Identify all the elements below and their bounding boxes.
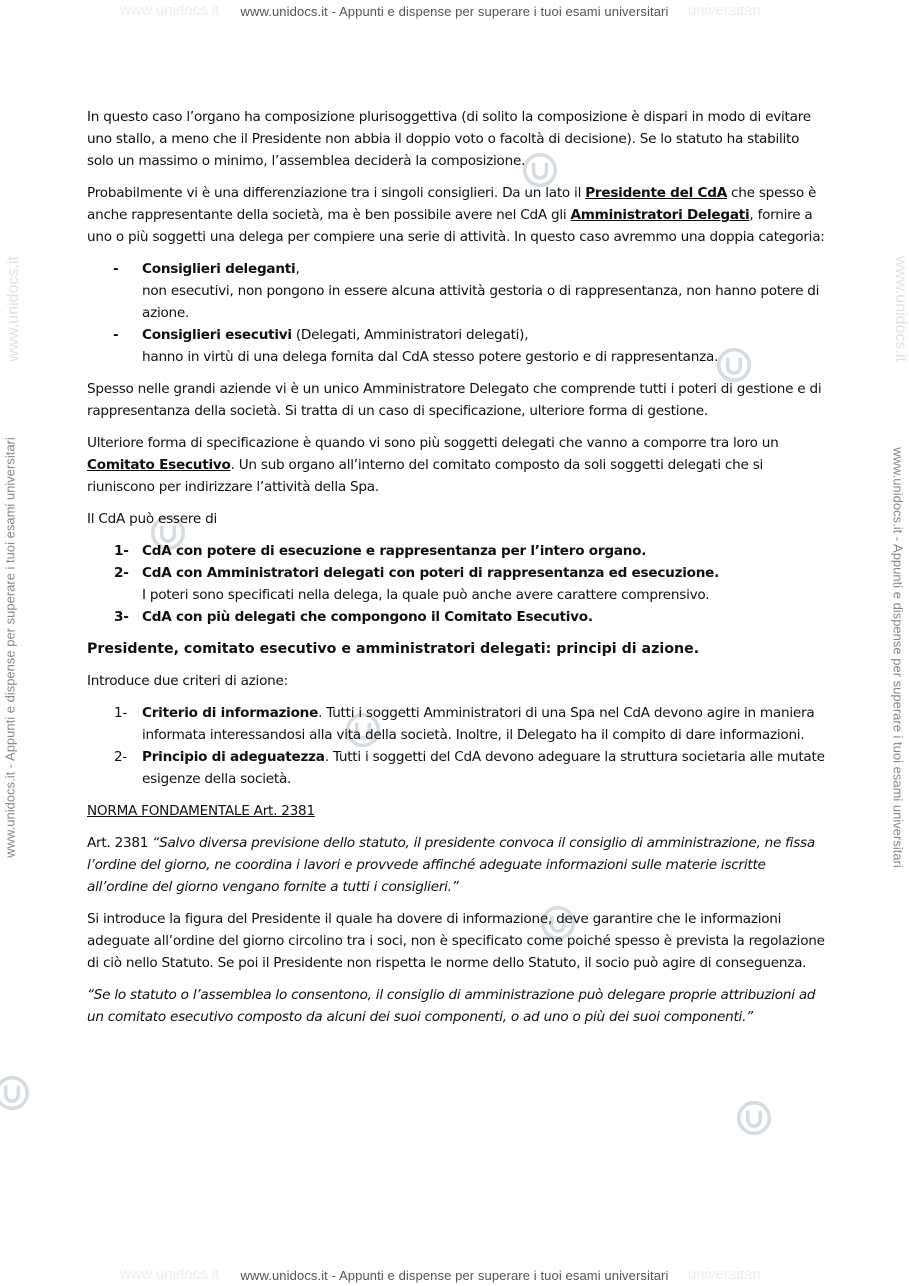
list-item	[87, 562, 825, 606]
cda-type-text: CdA con potere di esecuzione e rappresentanza per l’intero organo.	[142, 543, 647, 559]
paragraph: Spesso nelle grandi aziende vi è un unico Amministratore Delegato che comprende tutti i poteri di gestione e di rappresentanza della società. Si tratta di un caso di specificazione, ulteriore forma di gestione.	[87, 381, 822, 419]
paragraph	[87, 832, 825, 898]
category-title: Consiglieri esecutivi	[142, 327, 292, 343]
paragraph	[87, 432, 825, 498]
criterion-title: Criterio di informazione	[142, 705, 319, 721]
watermark-right: www.unidocs.it - Appunti e dispense per superare i tuoi esami universitari	[890, 447, 906, 868]
art-prefix: Art. 2381	[87, 835, 153, 851]
watermark-left-ghost: www.unidocs.it	[5, 256, 22, 362]
watermark-ghost-bottom: www.unidocs.it	[120, 1266, 220, 1283]
category-title: Consiglieri deleganti	[142, 261, 296, 277]
category-suffix: ,	[295, 261, 300, 277]
cda-type-text: CdA con Amministratori delegati con poteri di rappresentanza ed esecuzione.	[142, 565, 720, 581]
unidocs-logo-icon	[0, 1075, 30, 1111]
list-marker: 3-	[114, 609, 129, 625]
watermark-left: www.unidocs.it - Appunti e dispense per superare i tuoi esami universitari	[2, 437, 18, 858]
list-item	[87, 746, 825, 790]
watermark-ghost-top: www.unidocs.it	[120, 2, 220, 19]
list-marker: 2-	[114, 749, 128, 765]
category-suffix: (Delegati, Amministratori delegati),	[291, 327, 529, 343]
cda-type-text: CdA con più delegati che compongono il Comitato Esecutivo.	[142, 609, 593, 625]
category-list	[87, 258, 825, 368]
text-span: , fornire a uno o più soggetti una delega per compiere una serie di attività. In questo caso avremmo una doppia categoria:	[87, 207, 825, 245]
text-span: Ulteriore forma di specificazione è quando vi sono più soggetti delegati che vanno a comporre tra loro un	[87, 435, 779, 451]
unidocs-logo-icon	[736, 1100, 772, 1136]
list-marker: 1-	[114, 543, 129, 559]
text-span: . Un sub organo all’interno del comitato composto da soli soggetti delegati che si riuniscono per indirizzare l’attività della Spa.	[87, 457, 764, 495]
list-item	[87, 258, 825, 324]
list-item	[87, 606, 825, 628]
paragraph: Si introduce la figura del Presidente il quale ha dovere di informazione, deve garantire che le informazioni adeguate all’ordine del giorno circolino tra i soci, non è specificato come poiché spesso è prevista la regolazione di ciò nello Statuto. Se poi il Presidente non rispetta le norme dello Statuto, il socio può agire di conseguenza.	[87, 911, 825, 971]
watermark-ghost-top-right: universitari	[688, 2, 761, 19]
text-span: che spesso è anche rappresentante della società, ma è ben possibile avere nel CdA gli	[87, 185, 817, 223]
criterion-text: . Tutti i soggetti Amministratori di una Spa nel CdA devono agire in maniera informata interessandosi alla vita della società. Inoltre, il Delegato ha il compito di dare informazioni.	[142, 705, 815, 743]
criterion-title: Principio di adeguatezza	[142, 749, 325, 765]
watermark-top: www.unidocs.it - Appunti e dispense per superare i tuoi esami universitari	[240, 4, 669, 19]
norma-title	[87, 800, 825, 822]
category-desc: non esecutivi, non pongono in essere alcuna attività gestoria o di rappresentanza, non hanno potere di azione.	[142, 283, 820, 321]
cda-type-note: I poteri sono specificati nella delega, la quale può anche avere carattere comprensivo.	[142, 587, 710, 603]
category-desc: hanno in virtù di una delega fornita dal CdA stesso potere gestorio e di rappresentanza.	[142, 349, 719, 365]
list-item	[87, 702, 825, 746]
art-quote: “Salvo diversa previsione dello statuto, il presidente convoca il consiglio di amministrazione, ne fissa l’ordine del giorno, ne coordina i lavori e provvede affinché adeguate informazioni sulle materie iscritte all’ordine del giorno vengano fornite a tutti i consiglieri.”	[87, 835, 815, 895]
paragraph: In questo caso l’organo ha composizione plurisoggettiva (di solito la composizione è dispari in modo di evitare uno stallo, a meno che il Presidente non abbia il doppio voto o facoltà di decisione). Se lo statuto ha stabilito solo un massimo o minimo, l’assemblea deciderà la composizione.	[87, 109, 811, 169]
norma-title-text: NORMA FONDAMENTALE Art. 2381	[87, 803, 315, 819]
watermark-right-ghost: www.unidocs.it	[892, 256, 909, 362]
document-body	[87, 106, 825, 1038]
list-marker: 1-	[114, 705, 128, 721]
criteria-list	[87, 702, 825, 790]
paragraph: Introduce due criteri di azione:	[87, 673, 288, 689]
list-marker: -	[113, 327, 119, 343]
list-item	[87, 324, 825, 368]
text-span: Probabilmente vi è una differenziazione tra i singoli consiglieri. Da un lato il	[87, 185, 586, 201]
paragraph	[87, 182, 825, 248]
paragraph: Il CdA può essere di	[87, 511, 218, 527]
list-marker: 2-	[114, 565, 129, 581]
quote-paragraph: “Se lo statuto o l’assemblea lo consentono, il consiglio di amministrazione può delegare proprie attribuzioni ad un comitato esecutivo composto da alcuni dei suoi componenti, o ad uno o più dei suoi componenti.”	[87, 987, 816, 1025]
term-amministratori-delegati: Amministratori Delegati	[570, 207, 750, 223]
list-marker: -	[113, 261, 119, 277]
term-comitato-esecutivo: Comitato Esecutivo	[87, 457, 231, 473]
criterion-text: . Tutti i soggetti del CdA devono adeguare la struttura societaria alle mutate esigenze della società.	[142, 749, 825, 787]
list-item	[87, 540, 825, 562]
cda-types-list	[87, 540, 825, 628]
watermark-ghost-bottom-right: universitari	[688, 1266, 761, 1283]
term-presidente: Presidente del CdA	[585, 185, 727, 201]
section-heading: Presidente, comitato esecutivo e amministratori delegati: principi di azione.	[87, 641, 700, 657]
watermark-bottom: www.unidocs.it - Appunti e dispense per superare i tuoi esami universitari	[240, 1268, 669, 1283]
